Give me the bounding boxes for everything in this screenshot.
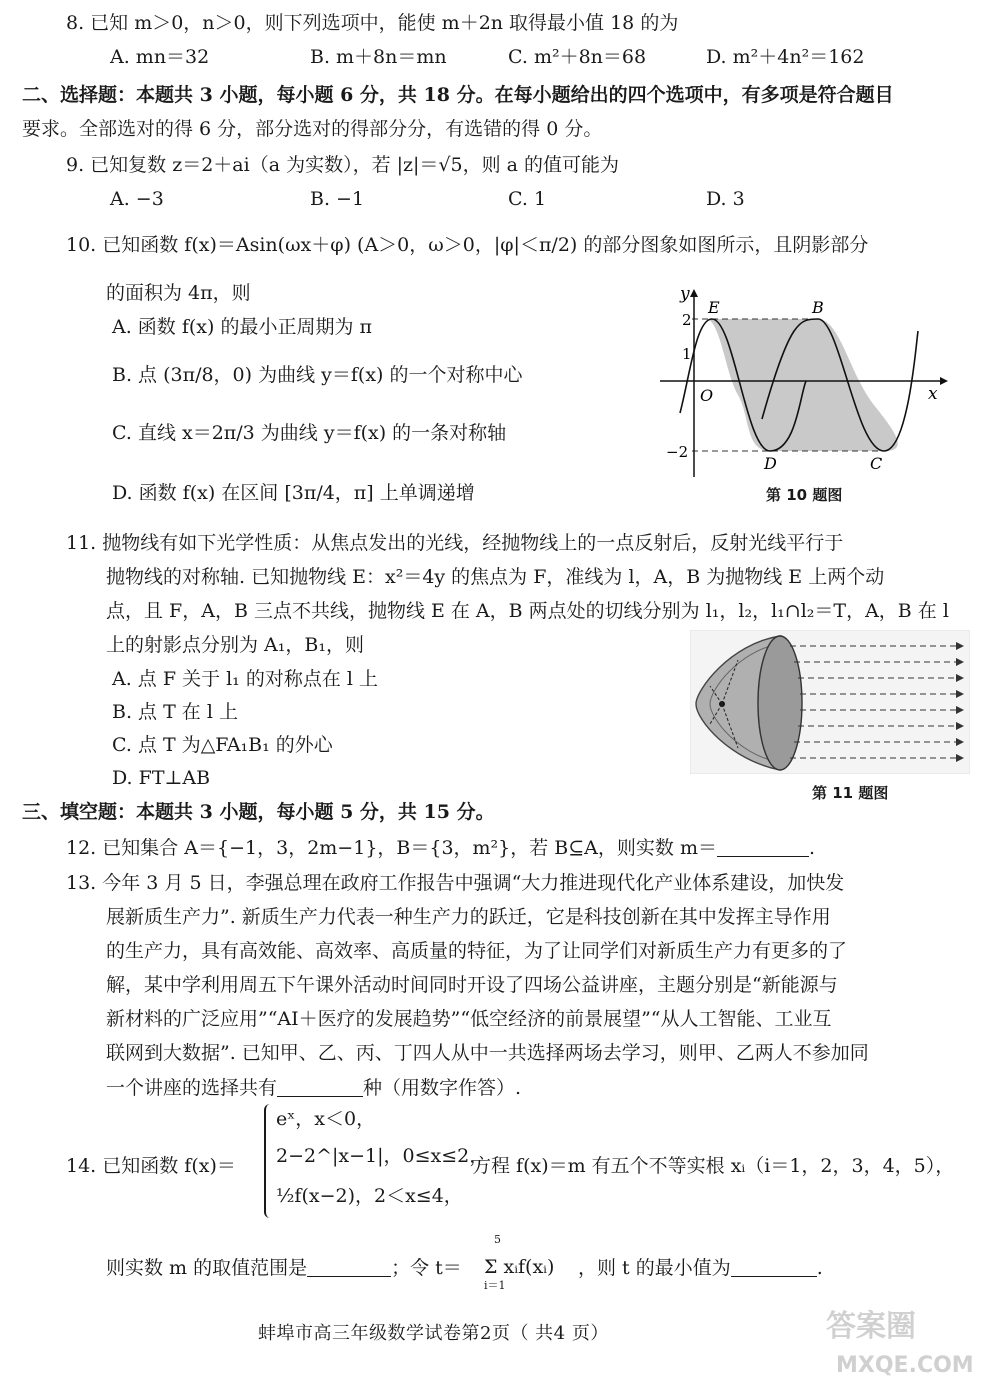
q10-option-d: D. 函数 f(x) 在区间 [3π/4，π] 上单调递增 [112, 482, 475, 504]
tick-label-neg2: −2 [666, 443, 689, 461]
q11-figure-caption: 第 11 题图 [812, 784, 889, 802]
paraboloid-opening [758, 636, 802, 770]
q8-option-a: A. mn＝32 [110, 46, 210, 68]
q14-line-2-tail [578, 1258, 823, 1278]
sum-upper-limit: 5 [494, 1233, 501, 1246]
q10-sine-graph-figure [650, 285, 960, 480]
x-axis-label: x [928, 384, 938, 404]
q14-case-2: 2−2^|x−1|，0≤x≤2， [276, 1145, 489, 1167]
q13-line-7 [106, 1078, 521, 1098]
page-footer: 蚌埠市高三年级数学试卷第2页（ 共4 页） [258, 1323, 609, 1344]
q13-line-2: 展新质生产力”. 新质生产力代表一种生产力的跃迁，它是科技创新在其中发挥主导作用 [106, 906, 831, 928]
q13-text: 一个讲座的选择共有 [106, 1077, 278, 1099]
point-b-label: B [812, 298, 824, 317]
q11-option-a: A. 点 F 关于 l₁ 的对称点在 l 上 [112, 668, 378, 690]
q9-option-b: B. −1 [310, 188, 365, 210]
point-e-label: E [708, 298, 720, 317]
section-2-heading: 二、选择题：本题共 3 小题，每小题 6 分，共 18 分。在每小题给出的四个选项中，有多项是符合题目 [22, 84, 894, 106]
watermark-url: MXQE.COM [836, 1353, 974, 1378]
q14-case-1: eˣ，x＜0， [276, 1108, 376, 1130]
q13-line-4: 解，某中学利用周五下午课外活动时间同时开设了四场公益讲座，主题分别是“新能源与 [106, 974, 838, 996]
q13-answer-blank[interactable] [277, 1078, 363, 1097]
q13-line-3: 的生产力，具有高效能、高效率、高质量的特征，为了让同学们对新质生产力有更多的了 [106, 940, 848, 962]
q11-line-3: 点，且 F，A，B 三点不共线，抛物线 E 在 A，B 两点处的切线分别为 l₁，l₂，l₁∩l₂＝T，A，B 在 l [106, 600, 949, 622]
point-d-label: D [764, 454, 777, 473]
q13-line-5: 新材料的广泛应用”“AI＋医疗的发展趋势”“低空经济的前景展望”“从人工智能、工业互 [106, 1008, 832, 1030]
q8-option-d: D. m²＋4n²＝162 [706, 46, 865, 68]
origin-label: O [700, 386, 714, 405]
q11-option-d: D. FT⊥AB [112, 767, 211, 789]
q8-option-c: C. m²＋8n＝68 [508, 46, 647, 68]
q11-option-c: C. 点 T 为△FA₁B₁ 的外心 [112, 734, 333, 756]
q13-text-end: 种（用数字作答）. [363, 1077, 522, 1099]
q10-stem: 10. 已知函数 f(x)＝Asin(ωx＋φ) (A＞0，ω＞0，|φ|＜π/2) 的部分图象如图所示，且阴影部分 [66, 234, 869, 256]
watermark-logo: 答案圈 [826, 1309, 916, 1344]
q13-line-1: 13. 今年 3 月 5 日，李强总理在政府工作报告中强调“大力推进现代化产业体系建设，加快发 [66, 872, 845, 894]
q11-option-b: B. 点 T 在 l 上 [112, 701, 238, 723]
q14-equation-tail: 方程 f(x)＝m 有五个不等实根 xᵢ（i＝1，2，3，4，5）， [472, 1155, 955, 1177]
q10-option-a: A. 函数 f(x) 的最小正周期为 π [112, 316, 372, 338]
q12-text: 12. 已知集合 A＝{−1，3，2m−1}，B＝{3，m²}，若 B⊆A，则实数 m＝ [66, 837, 717, 859]
q9-option-c: C. 1 [508, 188, 547, 210]
piecewise-brace [264, 1104, 274, 1218]
q14-answer-blank-2[interactable] [731, 1258, 817, 1277]
y-axis-label: y [680, 285, 690, 304]
q12-end: . [808, 837, 816, 859]
q14-label: 14. 已知函数 f(x)＝ [66, 1155, 236, 1177]
q8-stem: 8. 已知 m＞0，n＞0，则下列选项中，能使 m＋2n 取得最小值 18 的为 [66, 12, 679, 34]
shaded-region [706, 319, 898, 451]
q10-figure-caption: 第 10 题图 [766, 486, 843, 504]
q14-text-c: ，则 t 的最小值为 [578, 1257, 731, 1279]
y-axis-arrow [690, 289, 698, 297]
q14-sum: Σ xᵢf(xᵢ) [484, 1256, 555, 1278]
q9-option-d: D. 3 [706, 188, 745, 210]
q12-stem [66, 838, 815, 858]
sum-lower-limit: i＝1 [484, 1279, 506, 1292]
point-c-label: C [870, 454, 883, 473]
q8-option-b: B. m＋8n＝mn [310, 46, 447, 68]
q9-option-a: A. −3 [110, 188, 164, 210]
q14-line-2 [106, 1258, 462, 1278]
q11-line-4: 上的射影点分别为 A₁，B₁，则 [106, 634, 364, 656]
q14-case-3: ½f(x−2)，2＜x≤4， [276, 1185, 463, 1207]
q10-stem-cont: 的面积为 4π，则 [106, 282, 251, 304]
x-axis-arrow [940, 377, 948, 385]
tick-label-1: 1 [682, 345, 692, 363]
section-2-heading-cont: 要求。全部选对的得 6 分，部分选对的得部分分，有选错的得 0 分。 [22, 118, 603, 140]
q11-paraboloid-figure [690, 630, 970, 774]
q9-stem: 9. 已知复数 z＝2＋ai（a 为实数），若 |z|＝√5，则 a 的值可能为 [66, 154, 620, 176]
q11-line-1: 11. 抛物线有如下光学性质：从焦点发出的光线，经抛物线上的一点反射后，反射光线平行于 [66, 532, 844, 554]
q14-text-a: 则实数 m 的取值范围是 [106, 1257, 308, 1279]
q10-option-b: B. 点 (3π/8，0) 为曲线 y＝f(x) 的一个对称中心 [112, 364, 523, 386]
q14-text-b: ；令 t＝ [391, 1257, 462, 1279]
q13-line-6: 联网到大数据”. 已知甲、乙、丙、丁四人从中一共选择两场去学习，则甲、乙两人不参加同 [106, 1042, 869, 1064]
q11-line-2: 抛物线的对称轴. 已知抛物线 E：x²＝4y 的焦点为 F，准线为 l，A，B 为抛物线 E 上两个动 [106, 566, 885, 588]
q14-answer-blank-1[interactable] [307, 1258, 391, 1277]
tick-label-2: 2 [682, 311, 692, 329]
q14-text-d: . [816, 1257, 823, 1279]
q10-option-c: C. 直线 x＝2π/3 为曲线 y＝f(x) 的一条对称轴 [112, 422, 507, 444]
section-3-heading: 三、填空题：本题共 3 小题，每小题 5 分，共 15 分。 [22, 801, 495, 823]
q12-answer-blank[interactable] [717, 838, 809, 857]
